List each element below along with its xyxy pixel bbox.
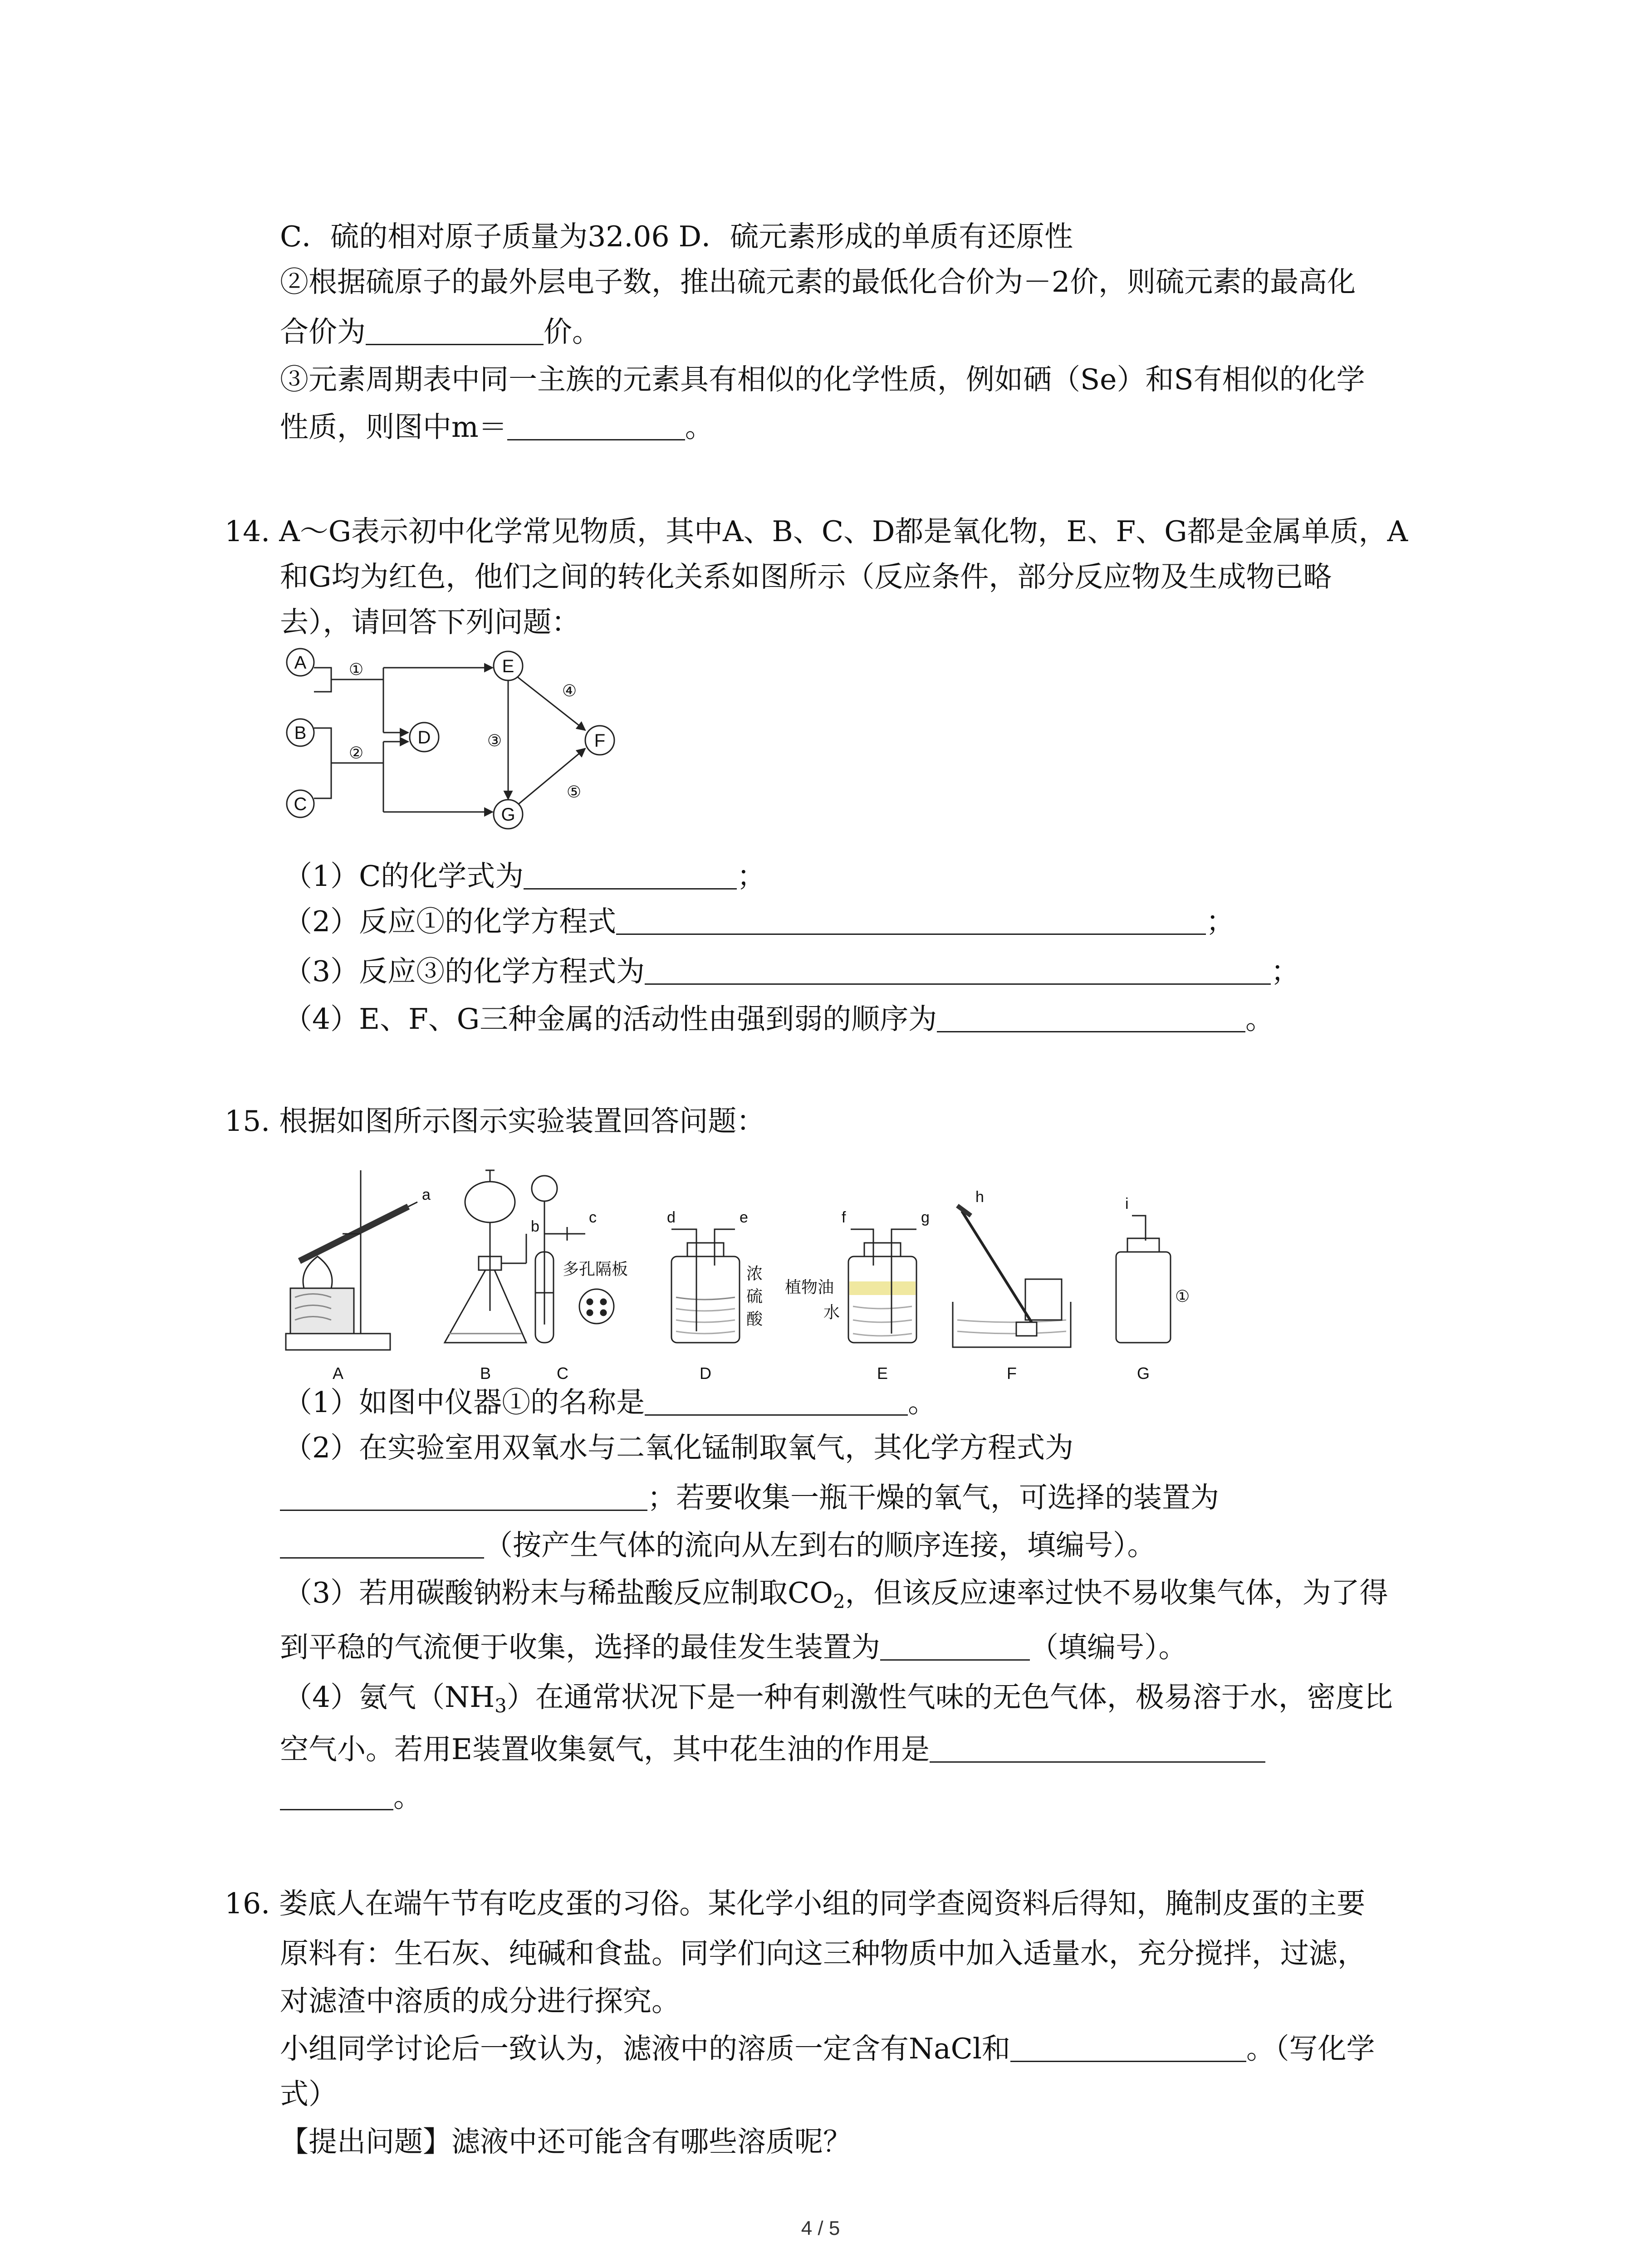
instrument-1-marker: ① <box>1175 1287 1190 1305</box>
q14-answer-blank-4[interactable] <box>937 1007 1245 1032</box>
diagram-label-g: G <box>501 805 515 825</box>
diagram-label-c: C <box>294 794 307 814</box>
q16-line-4 <box>280 2034 1375 2063</box>
q15-sub-1-tail: 。 <box>908 1386 937 1419</box>
apparatus-a-label: A <box>332 1364 344 1383</box>
apparatus-b-label: B <box>480 1364 491 1383</box>
q14-sub-4-text: （4）E、F、G三种金属的活动性由强到弱的顺序为 <box>284 1002 937 1036</box>
q13-line-3-tail: 价。 <box>544 315 601 348</box>
q14-sub-1-tail: ； <box>737 860 766 893</box>
q15-answer-blank-1[interactable] <box>645 1390 908 1416</box>
q15-sub-3-text-c: ，但该反应速率过快不易收集气体，为了得 <box>845 1576 1388 1609</box>
q13-line-3-text: 合价为 <box>280 315 366 348</box>
diagram-label-a: A <box>294 653 307 673</box>
q15-sub-4-line-2-text: 空气小。若用E装置收集氨气，其中花生油的作用是 <box>280 1733 930 1766</box>
q13-line-3 <box>280 315 601 348</box>
q15-sub-3-line-1 <box>284 1576 1388 1613</box>
q14-sub-3-tail: ； <box>1271 955 1300 988</box>
oil-text: 植物油 <box>785 1278 834 1296</box>
q15-sub-3-line-2-text: 到平稳的气流便于收集，选择的最佳发生装置为 <box>280 1631 880 1664</box>
diagram-label-d: D <box>417 728 431 748</box>
q15-sub-4-line-3 <box>280 1780 422 1813</box>
q15-sub-2-line-2 <box>280 1483 1219 1512</box>
q15-sub-3-line-2 <box>280 1633 1187 1662</box>
q15-sub-3-line-2-tail: （填编号）。 <box>1030 1631 1187 1664</box>
q14-sub-3 <box>284 957 1299 986</box>
q13-answer-blank-m[interactable] <box>507 415 685 440</box>
q16-answer-blank[interactable] <box>1010 2036 1246 2062</box>
q14-sub-2-tail: ； <box>1206 905 1235 938</box>
q15-sub-3-text: （3）若用碳酸钠粉末与稀盐酸反应制取CO <box>284 1576 833 1609</box>
q13-answer-blank-valence[interactable] <box>366 319 544 345</box>
q15-sub-2-line-2-text: ；若要收集一瓶干燥的氧气，可选择的装置为 <box>647 1481 1219 1514</box>
q15-sub-4-line-1 <box>284 1683 1393 1716</box>
q15-sub-2-line-1: （2）在实验室用双氧水与二氧化锰制取氧气，其化学方程式为 <box>284 1431 1074 1464</box>
port-d-label: d <box>667 1209 676 1226</box>
port-b-label: b <box>531 1218 539 1235</box>
partition-text: 多孔隔板 <box>563 1260 628 1278</box>
diagram-label-e: E <box>502 656 514 676</box>
port-h-label: h <box>975 1188 984 1206</box>
port-a-label: a <box>422 1186 431 1203</box>
q14-sub-1-text: （1）C的化学式为 <box>284 860 524 893</box>
q13-line-5-tail: 。 <box>685 411 714 444</box>
q16-line-2: 原料有：生石灰、纯碱和食盐。同学们向这三种物质中加入适量水，充分搅拌，过滤， <box>280 1937 1366 1970</box>
apparatus-e-label: E <box>877 1364 888 1383</box>
apparatus-d-label: D <box>700 1364 711 1383</box>
q16-line-5: 式） <box>280 2077 337 2111</box>
port-g-label: g <box>921 1209 930 1226</box>
q14-answer-blank-3[interactable] <box>645 959 1271 985</box>
q14-sub-4-tail: 。 <box>1245 1002 1274 1036</box>
q16-line-1: 16. 娄底人在端午节有吃皮蛋的习俗。某化学小组的同学查阅资料后得知，腌制皮蛋的主要 <box>225 1887 1366 1920</box>
q14-sub-1 <box>284 860 766 893</box>
q15-sub-2-line-3-text: （按产生气体的流向从左到右的顺序连接，填编号）。 <box>484 1529 1156 1562</box>
q15-sub-4-text-b: ）在通常状况下是一种有刺激性气味的无色气体，极易溶于水，密度比 <box>506 1681 1393 1714</box>
q14-sub-2 <box>284 907 1234 936</box>
q13-line-1: C．硫的相对原子质量为32.06 D．硫元素形成的单质有还原性 <box>280 220 1073 253</box>
reaction-2-label: ② <box>348 743 364 762</box>
q13-line-2: ②根据硫原子的最外层电子数，推出硫元素的最低化合价为－2价，则硫元素的最高化 <box>280 265 1356 298</box>
q15-answer-blank-2a[interactable] <box>280 1485 647 1511</box>
q15-sub-3-subscript: 2 <box>833 1590 845 1613</box>
acid-text-2: 硫 <box>746 1287 763 1305</box>
reaction-5-label: ⑤ <box>566 782 582 801</box>
q16-line-3: 对滤渣中溶质的成分进行探究。 <box>280 1984 680 2018</box>
apparatus-g-label: G <box>1136 1364 1150 1383</box>
port-f-label: f <box>842 1209 846 1226</box>
page-number: 4 / 5 <box>801 2217 840 2239</box>
acid-text-3: 酸 <box>746 1310 763 1328</box>
q15-answer-blank-3[interactable] <box>880 1635 1030 1661</box>
q15-sub-1-text: （1）如图中仪器①的名称是 <box>284 1386 645 1419</box>
q15-sub-4-line-2 <box>280 1735 1265 1764</box>
diagram-label-b: B <box>294 723 307 743</box>
q16-line-4-text: 小组同学讨论后一致认为，滤液中的溶质一定含有NaCl和 <box>280 2032 1011 2065</box>
q14-answer-blank-1[interactable] <box>524 864 737 890</box>
q14-line-1: 14. A～G表示初中化学常见物质，其中A、B、C、D都是氧化物，E、F、G都是金属单质，A <box>225 515 1408 548</box>
water-text: 水 <box>823 1303 840 1321</box>
q15-answer-blank-4a[interactable] <box>930 1737 1265 1763</box>
q13-line-5-text: 性质，则图中m＝ <box>280 411 507 444</box>
port-e-label: e <box>740 1209 748 1226</box>
apparatus-f-label: F <box>1007 1364 1017 1383</box>
reaction-3-label: ③ <box>487 731 502 750</box>
q15-sub-4-line-3-tail: 。 <box>393 1780 422 1813</box>
q16-line-4-tail: 。（写化学 <box>1246 2032 1375 2065</box>
apparatus-c-label: C <box>557 1364 568 1383</box>
q15-sub-1 <box>284 1388 936 1417</box>
q13-line-5 <box>280 411 714 444</box>
q14-sub-3-text: （3）反应③的化学方程式为 <box>284 955 645 988</box>
q15-apparatus-figure <box>272 1152 1202 1388</box>
q14-sub-2-text: （2）反应①的化学方程式 <box>284 905 617 938</box>
q14-line-2: 和G均为红色，他们之间的转化关系如图所示（反应条件，部分反应物及生成物已略 <box>280 560 1332 593</box>
q15-line-1: 15. 根据如图所示图示实验装置回答问题： <box>225 1105 765 1138</box>
reaction-1-label: ① <box>348 660 364 679</box>
reaction-4-label: ④ <box>562 681 577 700</box>
q15-sub-2-line-3 <box>280 1529 1156 1562</box>
q16-line-6: 【提出问题】滤液中还可能含有哪些溶质呢？ <box>280 2125 852 2158</box>
q15-sub-4-subscript: 3 <box>495 1695 507 1717</box>
q15-answer-blank-2b[interactable] <box>280 1533 484 1559</box>
q14-sub-4 <box>284 1002 1274 1036</box>
acid-text-1: 浓 <box>746 1264 763 1283</box>
q14-answer-blank-2[interactable] <box>616 909 1206 935</box>
port-c-label: c <box>589 1209 597 1226</box>
port-i-label: i <box>1125 1195 1129 1212</box>
q15-answer-blank-4b[interactable] <box>280 1784 393 1810</box>
q13-line-4: ③元素周期表中同一主族的元素具有相似的化学性质，例如硒（Se）和S有相似的化学 <box>280 363 1365 396</box>
q14-reaction-diagram <box>272 640 635 839</box>
q14-line-3: 去），请回答下列问题： <box>280 606 580 639</box>
q15-sub-4-text-a: （4）氨气（NH <box>284 1681 495 1714</box>
diagram-label-f: F <box>594 731 606 751</box>
